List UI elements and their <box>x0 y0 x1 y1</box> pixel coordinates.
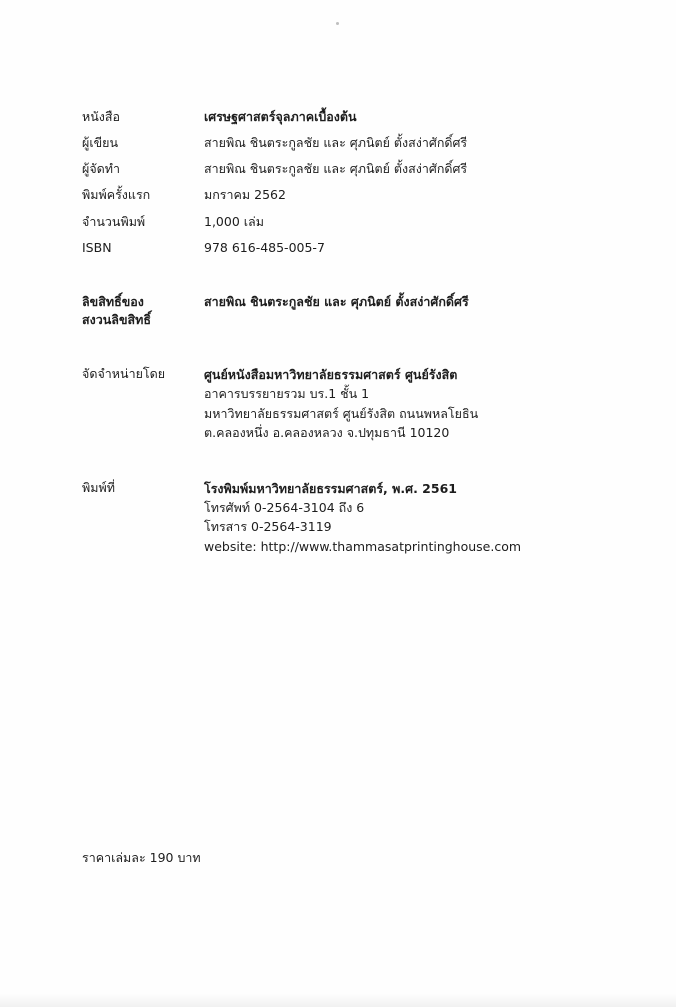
field-value: เศรษฐศาสตร์จุลภาคเบื้องต้น <box>204 109 357 124</box>
copyright-value: สายพิณ ชินตระกูลชัย และ ศุภนิตย์ ตั้งสง่าศักดิ์ศรี <box>204 293 469 309</box>
field-row-book-title <box>82 108 602 126</box>
field-value: 978 616-485-005-7 <box>204 239 325 255</box>
field-row-author <box>82 134 602 152</box>
price-text: ราคาเล่มละ 190 บาท <box>82 850 201 865</box>
field-value: 1,000 เล่ม <box>204 213 264 229</box>
field-value: สายพิณ ชินตระกูลชัย และ ศุภนิตย์ ตั้งสง่าศักดิ์ศรี <box>204 135 468 151</box>
printer-name: โรงพิมพ์มหาวิทยาลัยธรรมศาสตร์, พ.ศ. 2561 <box>204 480 457 496</box>
field-label: ผู้จัดทำ <box>82 161 121 177</box>
distributor-row <box>82 365 602 443</box>
distributor-details <box>204 365 602 443</box>
field-label: จำนวนพิมพ์ <box>82 213 146 229</box>
page-bottom-edge <box>0 993 676 1007</box>
field-row-print-run <box>82 213 602 231</box>
distributor-address-line: มหาวิทยาลัยธรรมศาสตร์ ศูนย์รังสิต ถนนพหลโยธิน <box>204 405 479 421</box>
field-value: สายพิณ ชินตระกูลชัย และ ศุภนิตย์ ตั้งสง่าศักดิ์ศรี <box>204 161 468 177</box>
copyright-label-line2: สงวนลิขสิทธิ์ <box>82 311 152 327</box>
printer-website: website: http://www.thammasatprintinghouse.com <box>204 538 522 554</box>
printer-phone: โทรศัพท์ 0-2564-3104 ถึง 6 <box>204 499 365 515</box>
copyright-label <box>82 293 204 329</box>
printer-row <box>82 479 602 557</box>
printer-label: พิมพ์ที่ <box>82 479 115 495</box>
printer-fax: โทรสาร 0-2564-3119 <box>204 519 332 535</box>
spacer <box>82 451 602 479</box>
field-row-first-edition <box>82 186 602 204</box>
field-label: พิมพ์ครั้งแรก <box>82 187 151 203</box>
distributor-address-line: ต.คลองหนึ่ง อ.คลองหลวง จ.ปทุมธานี 10120 <box>204 425 450 441</box>
field-value: มกราคม 2562 <box>204 187 286 203</box>
spacer <box>82 337 602 365</box>
distributor-name: ศูนย์หนังสือมหาวิทยาลัยธรรมศาสตร์ ศูนย์รังสิต <box>204 367 458 382</box>
distributor-address-line: อาคารบรรยายรวม บร.1 ชั้น 1 <box>204 386 370 402</box>
distributor-label: จัดจำหน่ายโดย <box>82 366 166 381</box>
field-label: ISBN <box>82 239 112 255</box>
page-speck <box>336 22 339 25</box>
colophon-content <box>82 108 602 564</box>
copyright-row <box>82 293 602 329</box>
field-label: ผู้เขียน <box>82 135 119 151</box>
field-row-producer <box>82 160 602 178</box>
field-label: หนังสือ <box>82 109 121 124</box>
field-row-isbn <box>82 239 602 257</box>
copyright-label-line1: ลิขสิทธิ์ของ <box>82 293 144 309</box>
spacer <box>82 265 602 293</box>
printer-details <box>204 479 602 557</box>
